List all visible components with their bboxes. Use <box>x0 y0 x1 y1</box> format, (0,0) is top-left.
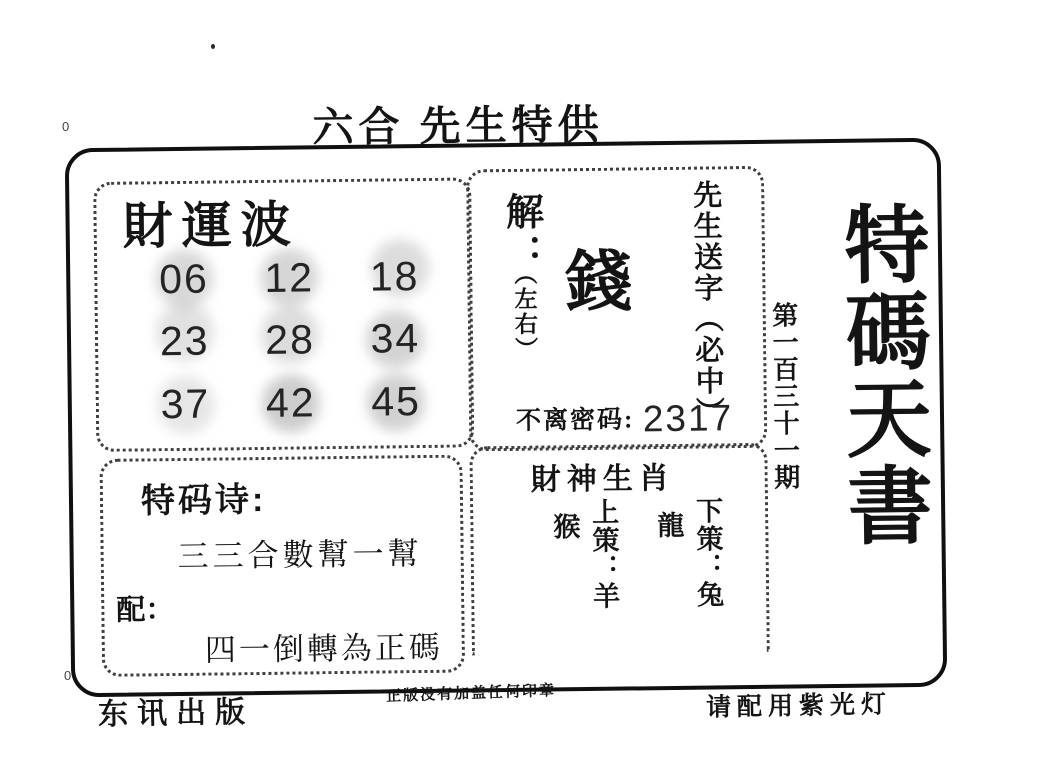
number-cell <box>237 309 343 373</box>
lucky-number: 45 <box>371 378 422 425</box>
page-title: 六合 先生特供 <box>312 101 604 151</box>
poem-line-2: 四一倒轉為正碼 <box>204 629 444 668</box>
password-value: 2317 <box>642 397 734 440</box>
publication-title: 特碼天書 <box>831 199 930 549</box>
lucky-number: 34 <box>370 315 421 363</box>
zodiac-title: 財神生肖 <box>530 461 675 497</box>
best-strategy-label: 上策： <box>587 497 620 582</box>
best-strategy-column <box>545 498 625 649</box>
worst-animal-1: 兔 <box>693 580 724 609</box>
margin-mark-bottom: 0 <box>64 668 72 683</box>
issue-number: 第一百三十一期 <box>768 301 800 491</box>
main-border-frame <box>65 138 948 698</box>
number-cell <box>343 370 449 434</box>
password-label: 不离密码: <box>515 406 635 435</box>
best-animal-1: 羊 <box>589 581 620 610</box>
number-cell <box>132 310 238 374</box>
number-cell <box>132 373 238 437</box>
number-cell <box>342 245 448 309</box>
number-cell <box>131 247 237 311</box>
poem-title: 特码诗: <box>140 480 267 521</box>
fortune-wave-panel <box>93 177 474 452</box>
fortune-wave-number-grid <box>131 245 449 437</box>
poem-line-1: 三三合數幫一幫 <box>177 536 423 575</box>
answer-hint: （左右） <box>511 261 539 362</box>
worst-animal-2: 龍 <box>653 510 684 540</box>
worst-strategy-label: 下策： <box>691 496 724 581</box>
answer-word: 錢 <box>564 245 633 321</box>
answer-panel <box>466 166 767 452</box>
password-row <box>516 397 734 442</box>
worst-strategy-column <box>649 496 729 647</box>
lucky-number: 06 <box>158 255 210 303</box>
lucky-number: 12 <box>264 254 315 301</box>
special-code-poem-panel <box>99 455 465 677</box>
lucky-number: 37 <box>160 380 211 428</box>
lucky-number: 18 <box>369 252 420 300</box>
lucky-number: 28 <box>264 316 316 364</box>
authenticity-note: 正版没有加盖任何印章 <box>385 682 557 705</box>
ink-dot-artifact <box>211 44 215 49</box>
lucky-number: 42 <box>265 379 316 427</box>
answer-label: 解： <box>499 191 543 277</box>
publisher-name: 东讯出版 <box>97 695 255 732</box>
number-cell <box>236 246 342 310</box>
fortune-wave-title: 財運波 <box>122 196 300 255</box>
number-cell <box>342 307 448 371</box>
number-cell <box>238 371 344 435</box>
zodiac-panel <box>469 443 770 656</box>
lucky-number: 23 <box>159 318 210 365</box>
best-animal-2: 猴 <box>549 512 580 541</box>
poem-pair-label: 配： <box>116 594 175 627</box>
gift-words-column: 先生送字（必中） <box>689 179 725 428</box>
margin-mark-top: 0 <box>62 119 70 134</box>
uv-light-tip: 请配用紫光灯 <box>705 690 893 722</box>
